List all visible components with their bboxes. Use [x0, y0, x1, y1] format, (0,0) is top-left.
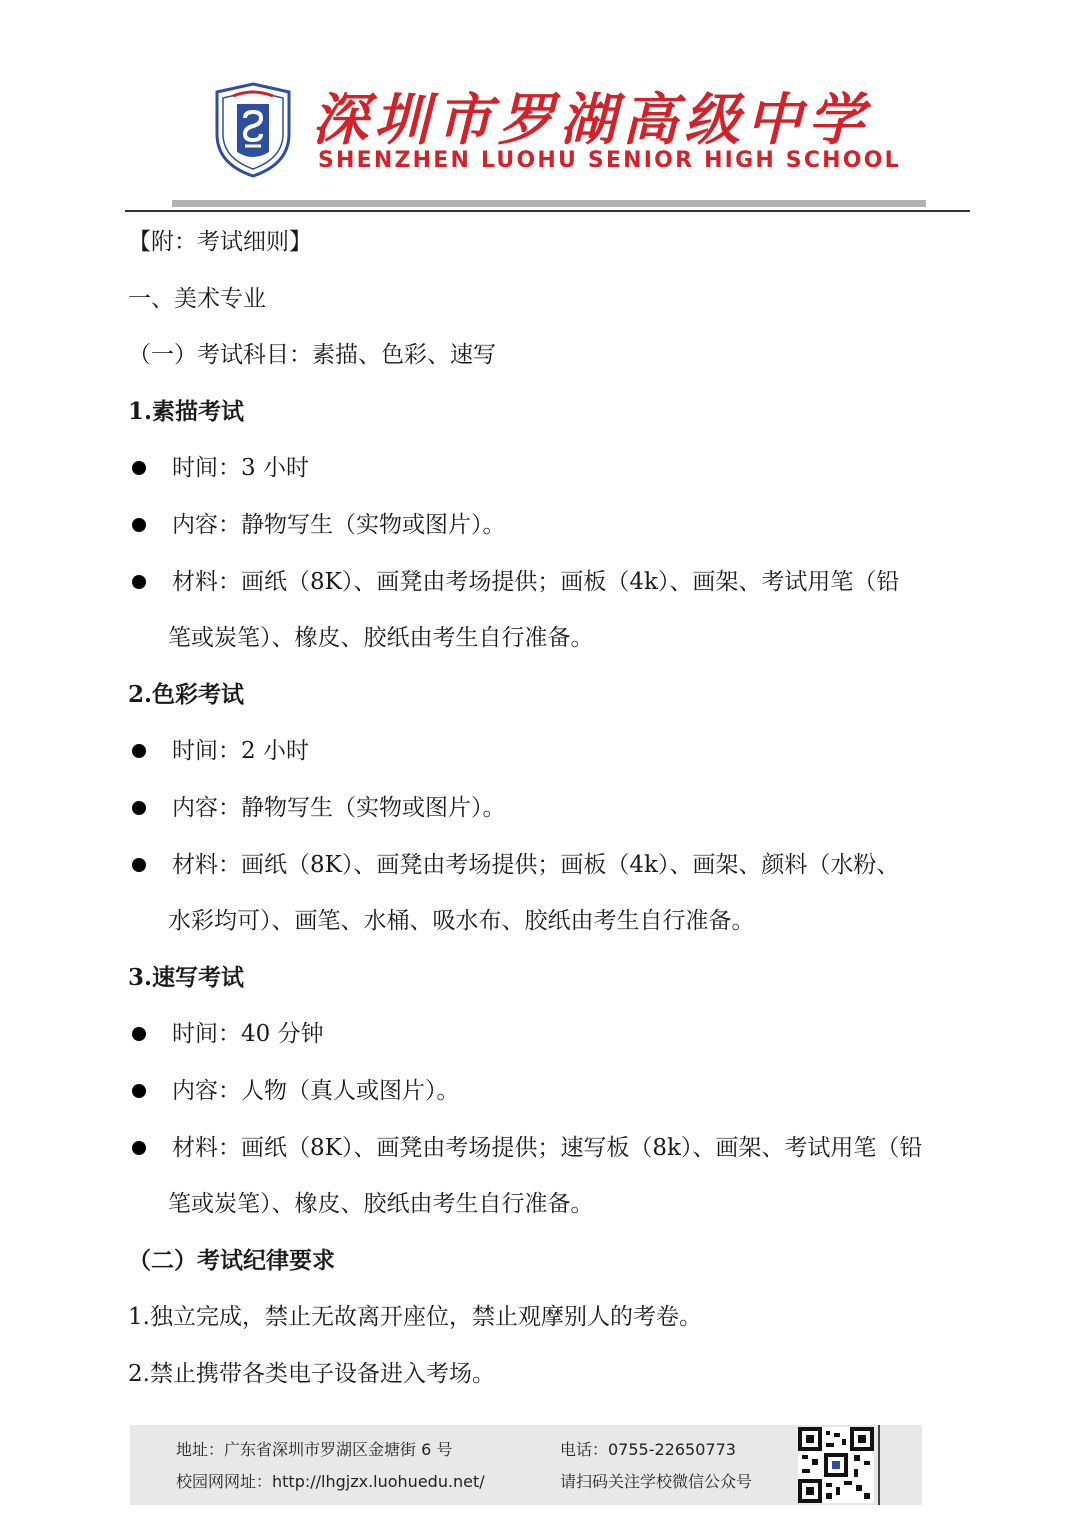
rule-item: 2.禁止携带各类电子设备进入考场。 — [128, 1360, 495, 1387]
exam-heading: 2.色彩考试 — [128, 680, 245, 708]
bullet-icon — [132, 858, 146, 872]
header-rule — [125, 210, 970, 212]
list-item: 材料：画纸（8K）、画凳由考场提供；速写板（8k）、画架、考试用笔（铅 — [128, 1128, 970, 1185]
header-divider-bar — [172, 200, 926, 207]
school-name-english: SHENZHEN LUOHU SENIOR HIGH SCHOOL — [318, 148, 901, 173]
letterhead — [0, 0, 1080, 215]
list-item: 时间：2 小时 — [128, 731, 970, 788]
exam-heading: 3.速写考试 — [128, 963, 245, 991]
bullet-icon — [132, 575, 146, 589]
footer-address: 地址：广东省深圳市罗湖区金塘街 6 号 — [176, 1440, 453, 1459]
list-item: 材料：画纸（8K）、画凳由考场提供；画板（4k）、画架、考试用笔（铅 — [128, 562, 970, 619]
list-item: 时间：3 小时 — [128, 448, 970, 505]
list-item-continuation: 笔或炭笔）、橡皮、胶纸由考生自行准备。 — [168, 625, 594, 652]
bullet-icon — [132, 744, 146, 758]
subsection-heading: （二）考试纪律要求 — [128, 1246, 335, 1274]
bullet-icon — [132, 461, 146, 475]
footer-website[interactable]: 校园网网址：http://lhgjzx.luohuedu.net/ — [176, 1472, 485, 1491]
exam-heading: 1.素描考试 — [128, 397, 245, 425]
list-item-continuation: 笔或炭笔）、橡皮、胶纸由考生自行准备。 — [168, 1191, 594, 1218]
list-item-continuation: 水彩均可）、画笔、水桶、吸水布、胶纸由考生自行准备。 — [168, 908, 755, 935]
list-item: 内容：静物写生（实物或图片）。 — [128, 505, 970, 562]
school-logo-icon — [213, 82, 293, 178]
rule-item: 1.独立完成，禁止无故离开座位，禁止观摩别人的考卷。 — [128, 1304, 702, 1331]
list-item: 内容：静物写生（实物或图片）。 — [128, 788, 970, 845]
document-body — [128, 222, 970, 1410]
bullet-icon — [132, 801, 146, 815]
list-item: 材料：画纸（8K）、画凳由考场提供；画板（4k）、画架、颜料（水粉、 — [128, 845, 970, 902]
school-name-chinese: 深圳市罗湖高级中学 — [312, 87, 870, 153]
footer-scan-note: 请扫码关注学校微信公众号 — [560, 1472, 753, 1491]
bullet-icon — [132, 1084, 146, 1098]
footer-phone: 电话：0755-22650773 — [560, 1440, 736, 1459]
bullet-icon — [132, 1027, 146, 1041]
footer-divider — [878, 1425, 880, 1505]
section-heading: 一、美术专业 — [128, 285, 266, 312]
subsection-heading: （一）考试科目：素描、色彩、速写 — [128, 342, 496, 369]
list-item: 内容：人物（真人或图片）。 — [128, 1071, 970, 1128]
list-item: 时间：40 分钟 — [128, 1014, 970, 1071]
qr-code-icon — [798, 1427, 874, 1503]
bullet-icon — [132, 1141, 146, 1155]
footer — [130, 1425, 922, 1505]
attachment-title: 【附：考试细则】 — [128, 229, 312, 255]
bullet-icon — [132, 518, 146, 532]
